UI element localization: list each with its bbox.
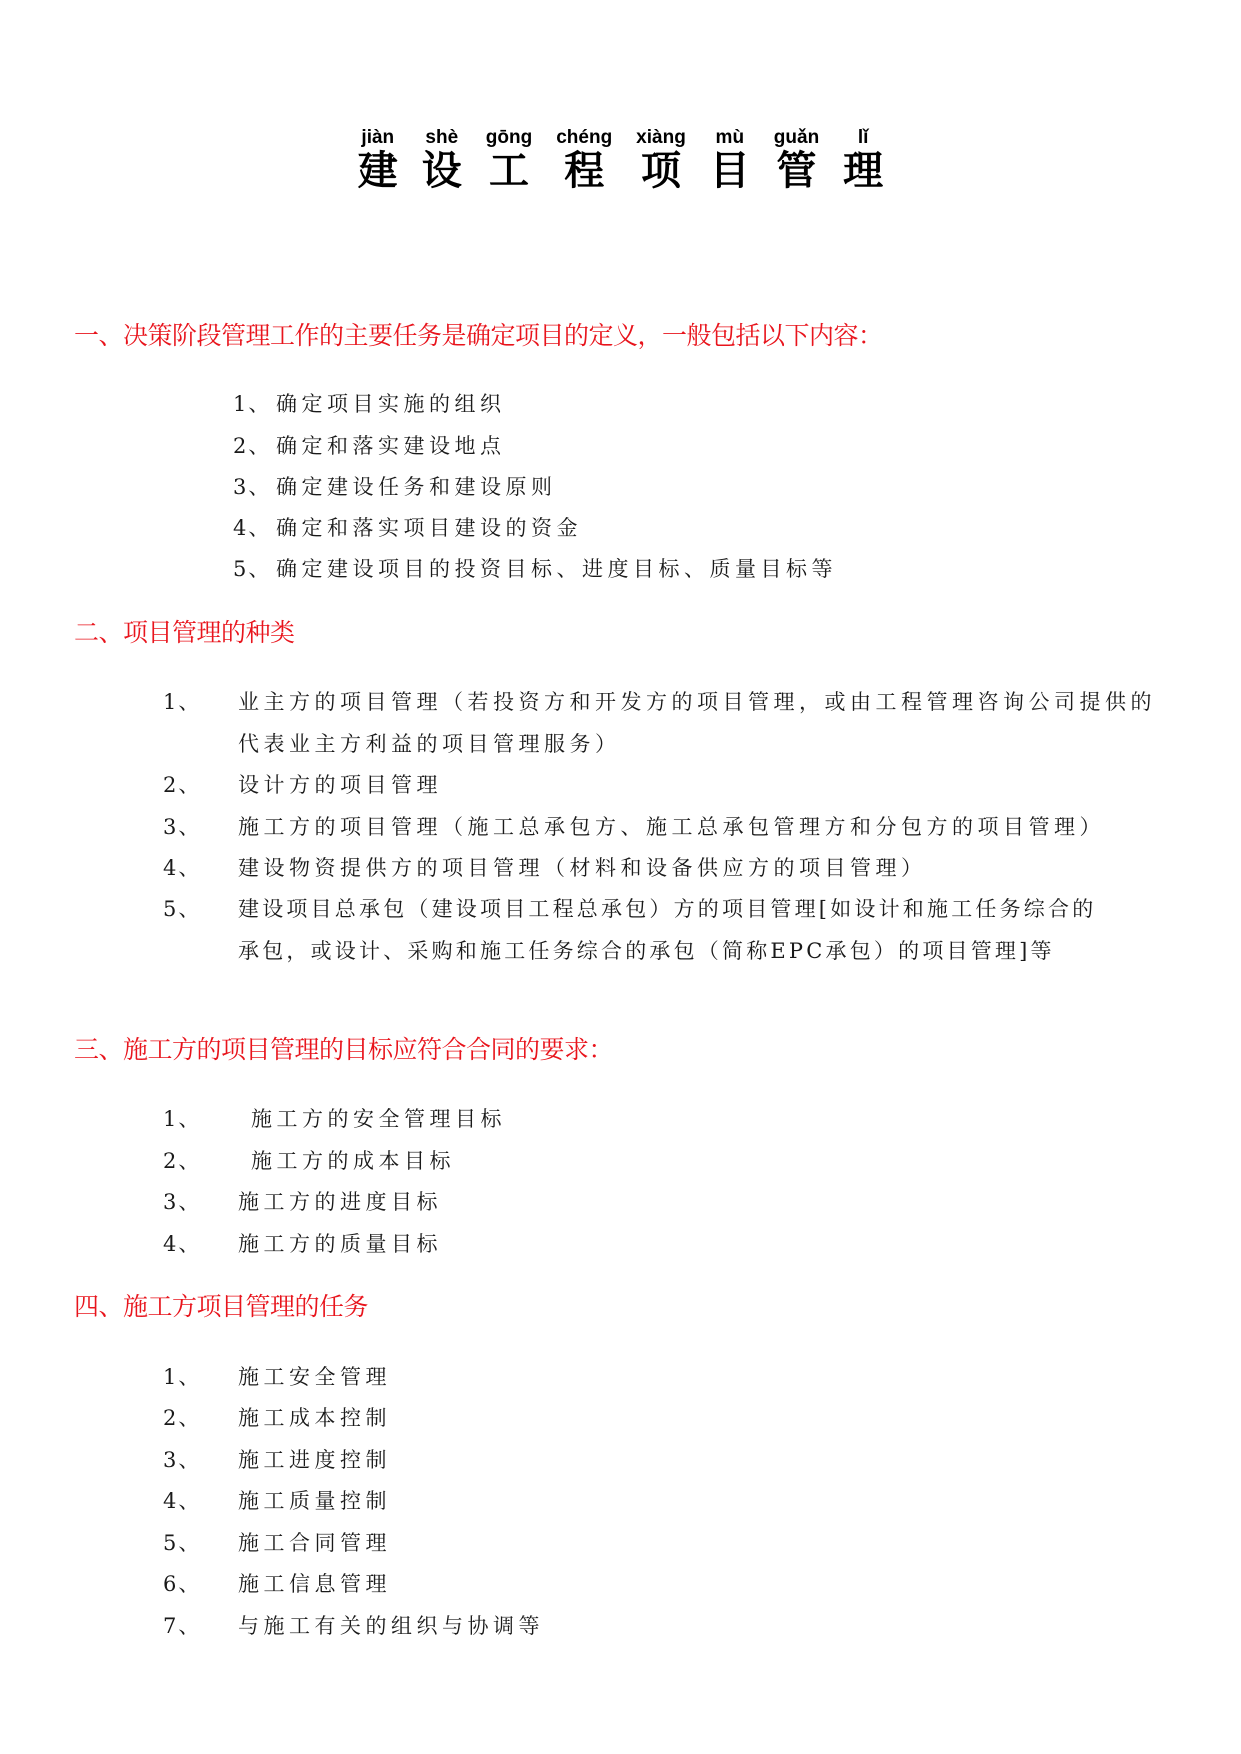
item-text: 施工安全管理	[238, 1365, 391, 1389]
item-text: 与施工有关的组织与协调等	[238, 1614, 544, 1638]
item-text: 施工信息管理	[238, 1572, 391, 1596]
item-number: 2、	[163, 1406, 202, 1430]
item-text: 确定建设任务和建设原则	[276, 475, 557, 499]
item-number: 6、	[163, 1572, 202, 1596]
section-heading-2: 二、项目管理的种类	[74, 618, 295, 647]
title-char: 建jiàn	[357, 127, 398, 194]
item-text: 施工进度控制	[238, 1448, 391, 1472]
item-number: 1、	[163, 1107, 202, 1131]
item-text: 确定建设项目的投资目标、进度目标、质量目标等	[276, 557, 837, 581]
item-number: 1、	[163, 690, 202, 714]
item-number: 3、	[163, 815, 202, 839]
title-char: 管guǎn	[773, 127, 820, 194]
item-number: 4、	[233, 516, 272, 540]
item-number: 3、	[163, 1448, 202, 1472]
item-text: 施工方的安全管理目标	[251, 1107, 506, 1131]
section-heading-1: 一、决策阶段管理工作的主要任务是确定项目的定义，一般包括以下内容：	[74, 321, 883, 350]
item-number: 4、	[163, 1489, 202, 1513]
item-number: 1、	[163, 1365, 202, 1389]
title-char: 项xiàng	[636, 127, 686, 194]
title-char: 工gōng	[485, 127, 533, 194]
section-heading-3: 三、施工方的项目管理的目标应符合合同的要求：	[74, 1035, 614, 1064]
item-text: 确定项目实施的组织	[276, 392, 506, 416]
item-text: 建设项目总承包（建设项目工程总承包）方的项目管理[如设计和施工任务综合的	[238, 897, 1097, 921]
item-text: 施工合同管理	[238, 1531, 391, 1555]
item-number: 2、	[233, 434, 272, 458]
item-number: 1、	[233, 392, 272, 416]
item-text-continuation: 承包，或设计、采购和施工任务综合的承包（简称EPC承包）的项目管理]等	[238, 939, 1055, 963]
title-char: 理lǐ	[843, 127, 884, 194]
item-number: 2、	[163, 773, 202, 797]
item-text: 确定和落实项目建设的资金	[276, 516, 582, 540]
item-text: 施工成本控制	[238, 1406, 391, 1430]
title-char: 程chéng	[556, 127, 613, 194]
item-text: 施工方的质量目标	[238, 1232, 442, 1256]
item-number: 7、	[163, 1614, 202, 1638]
item-text: 施工方的进度目标	[238, 1190, 442, 1214]
item-text-continuation: 代表业主方利益的项目管理服务）	[238, 732, 621, 756]
page-title	[0, 127, 1241, 194]
item-text: 确定和落实建设地点	[276, 434, 506, 458]
item-number: 4、	[163, 1232, 202, 1256]
title-char: 目mù	[709, 127, 750, 194]
item-number: 5、	[163, 897, 202, 921]
item-text: 施工方的项目管理（施工总承包方、施工总承包管理方和分包方的项目管理）	[238, 815, 1105, 839]
item-text: 施工方的成本目标	[251, 1149, 455, 1173]
item-number: 3、	[233, 475, 272, 499]
item-number: 3、	[163, 1190, 202, 1214]
item-number: 4、	[163, 856, 202, 880]
item-text: 业主方的项目管理（若投资方和开发方的项目管理，或由工程管理咨询公司提供的	[238, 690, 1156, 714]
item-number: 5、	[163, 1531, 202, 1555]
item-number: 2、	[163, 1149, 202, 1173]
title-char: 设shè	[421, 127, 462, 194]
item-number: 5、	[233, 557, 272, 581]
section-heading-4: 四、施工方项目管理的任务	[74, 1292, 369, 1321]
item-text: 施工质量控制	[238, 1489, 391, 1513]
item-text: 设计方的项目管理	[238, 773, 442, 797]
item-text: 建设物资提供方的项目管理（材料和设备供应方的项目管理）	[238, 856, 927, 880]
